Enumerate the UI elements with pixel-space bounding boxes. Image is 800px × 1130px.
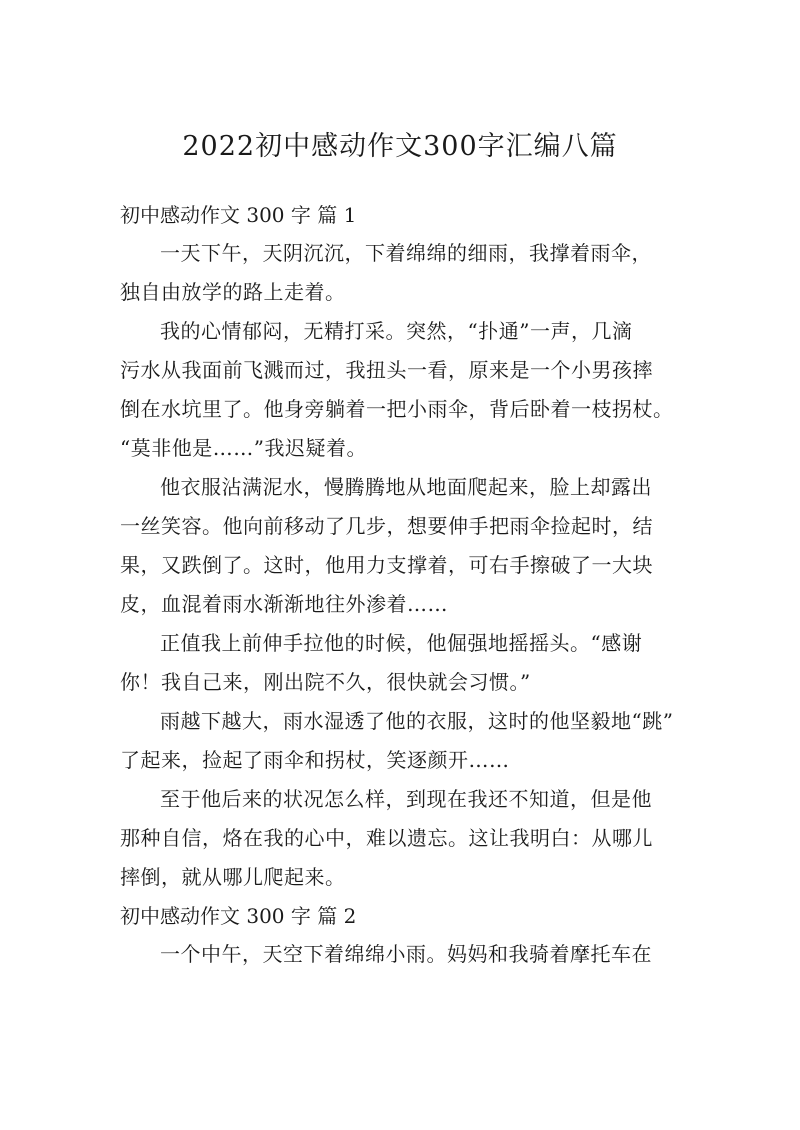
- paragraph: [120, 468, 682, 624]
- paragraph-line: 倒在水坑里了。他身旁躺着一把小雨伞，背后卧着一枝拐杖。: [120, 397, 674, 421]
- paragraph: [120, 780, 682, 897]
- paragraph-line: 正值我上前伸手拉他的时候，他倔强地摇摇头。“感谢: [160, 631, 643, 655]
- paragraph-line: 他衣服沾满泥水，慢腾腾地从地面爬起来，脸上却露出: [160, 475, 652, 499]
- paragraph-line: 雨越下越大，雨水湿透了他的衣服，这时的他坚毅地“跳”: [160, 709, 674, 733]
- section-heading: 初中感动作文 300 字 篇 2: [120, 904, 357, 928]
- paragraph-line: 了起来，捡起了雨伞和拐杖，笑逐颜开……: [120, 748, 510, 772]
- paragraph-line: 你！我自己来，刚出院不久，很快就会习惯。”: [120, 670, 531, 694]
- paragraph-line: 污水从我面前飞溅而过，我扭头一看，原来是一个小男孩摔: [120, 358, 653, 382]
- paragraph-line: 一天下午，天阴沉沉，下着绵绵的细雨，我撑着雨伞，: [160, 241, 652, 265]
- paragraph: [120, 702, 682, 780]
- paragraph-line: “莫非他是……”我迟疑着。: [120, 436, 367, 460]
- paragraph: [120, 312, 682, 468]
- paragraph-line: 至于他后来的状况怎么样，到现在我还不知道，但是他: [160, 787, 652, 811]
- paragraph-line: 一丝笑容。他向前移动了几步，想要伸手把雨伞捡起时，结: [120, 514, 653, 538]
- paragraph: [120, 935, 682, 974]
- paragraph-line: 摔倒，就从哪儿爬起来。: [120, 865, 346, 889]
- paragraph: [120, 624, 682, 702]
- section-heading: 初中感动作文 300 字 篇 1: [120, 203, 357, 227]
- paragraph-line: 果，又跌倒了。这时，他用力支撑着，可右手擦破了一大块: [120, 553, 653, 577]
- paragraph: [120, 234, 682, 312]
- paragraph-line: 独自由放学的路上走着。: [120, 280, 346, 304]
- document-title: 2022初中感动作文300字汇编八篇: [182, 131, 618, 162]
- paragraph-line: 我的心情郁闷，无精打采。突然，“扑通”一声，几滴: [160, 319, 633, 343]
- paragraph-line: 皮，血混着雨水渐渐地往外渗着……: [120, 592, 448, 616]
- document-body: [120, 196, 682, 974]
- paragraph-line: 那种自信，烙在我的心中，难以遗忘。这让我明白：从哪儿: [120, 826, 653, 850]
- paragraph-line: 一个中午，天空下着绵绵小雨。妈妈和我骑着摩托车在: [160, 942, 652, 966]
